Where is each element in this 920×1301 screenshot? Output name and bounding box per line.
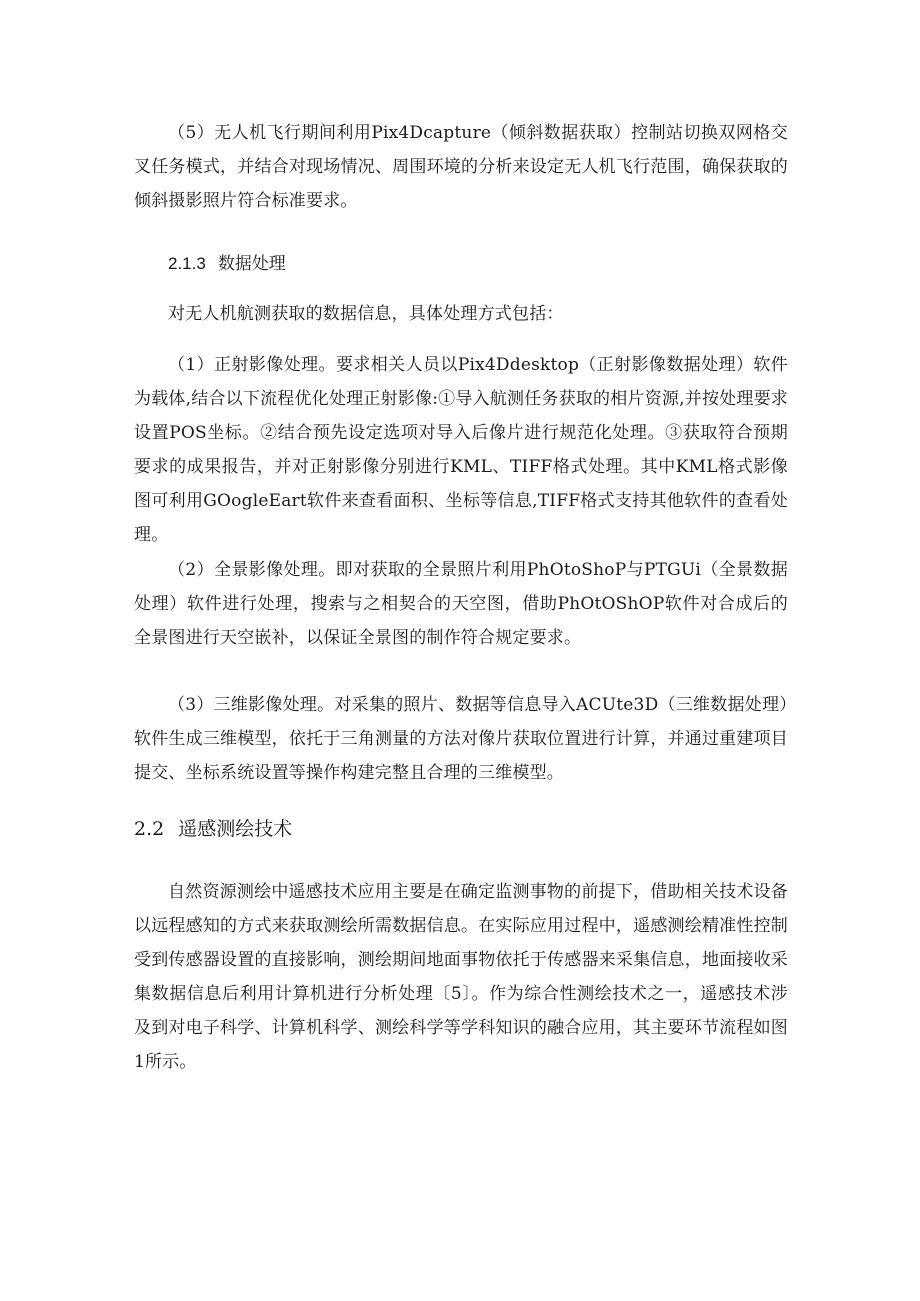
paragraph-item-3-3d: （3）三维影像处理。对采集的照片、数据等信息导入ACUte3D（三维数据处理）软件生成三维模型，依托于三角测量的方法对像片获取位置进行计算，并通过重建项目提交、坐标系统设置等操作构建完整且合理的三维模型。 xyxy=(134,695,788,783)
paragraph-remote-sensing: 自然资源测绘中遥感技术应用主要是在确定监测事物的前提下，借助相关技术设备以远程感知的方式来获取测绘所需数据信息。在实际应用过程中，遥感测绘精准性控制受到传感器设置的直接影响，测绘期间地面事物依托于传感器来采集信息，地面接收采集数据信息后利用计算机进行分析处理〔5〕。作为综合性测绘技术之一，遥感技术涉及到对电子科学、计算机科学、测绘科学等学科知识的融合应用，其主要环节流程如图1所示。 xyxy=(134,882,788,1072)
paragraph-step-5: （5）无人机飞行期间利用Pix4Dcapture（倾斜数据获取）控制站切换双网格交叉任务模式，并结合对现场情况、周围环境的分析来设定无人机飞行范围，确保获取的倾斜摄影照片符合标准要求。 xyxy=(134,123,788,211)
section-heading-2-2 xyxy=(134,814,292,844)
paragraph-item-1-ortho: （1）正射影像处理。要求相关人员以Pix4Ddesktop（正射影像数据处理）软件为载体,结合以下流程优化处理正射影像:①导入航测任务获取的相片资源,并按处理要求设置POS坐标。②结合预先设定选项对导入后像片进行规范化处理。③获取符合预期要求的成果报告，并对正射影像分别进行KML、TIFF格式处理。其中KML格式影像图可利用GOogleEart软件来查看面积、坐标等信息,TIFF格式支持其他软件的查看处理。 xyxy=(134,355,788,545)
paragraph-item-2-panorama: （2）全景影像处理。即对获取的全景照片利用PhOtoShoP与PTGUi（全景数据处理）软件进行处理，搜索与之相契合的天空图，借助PhOtOShOP软件对合成后的全景图进行天空嵌补，以保证全景图的制作符合规定要求。 xyxy=(134,560,788,648)
paragraph-intro: 对无人机航测获取的数据信息，具体处理方式包括： xyxy=(168,304,564,324)
section-heading-2-1-3 xyxy=(168,250,286,278)
section-number: 2.1.3 xyxy=(168,254,206,273)
section-number: 2.2 xyxy=(134,818,165,840)
section-title: 遥感测绘技术 xyxy=(178,818,293,840)
section-title: 数据处理 xyxy=(217,254,286,274)
